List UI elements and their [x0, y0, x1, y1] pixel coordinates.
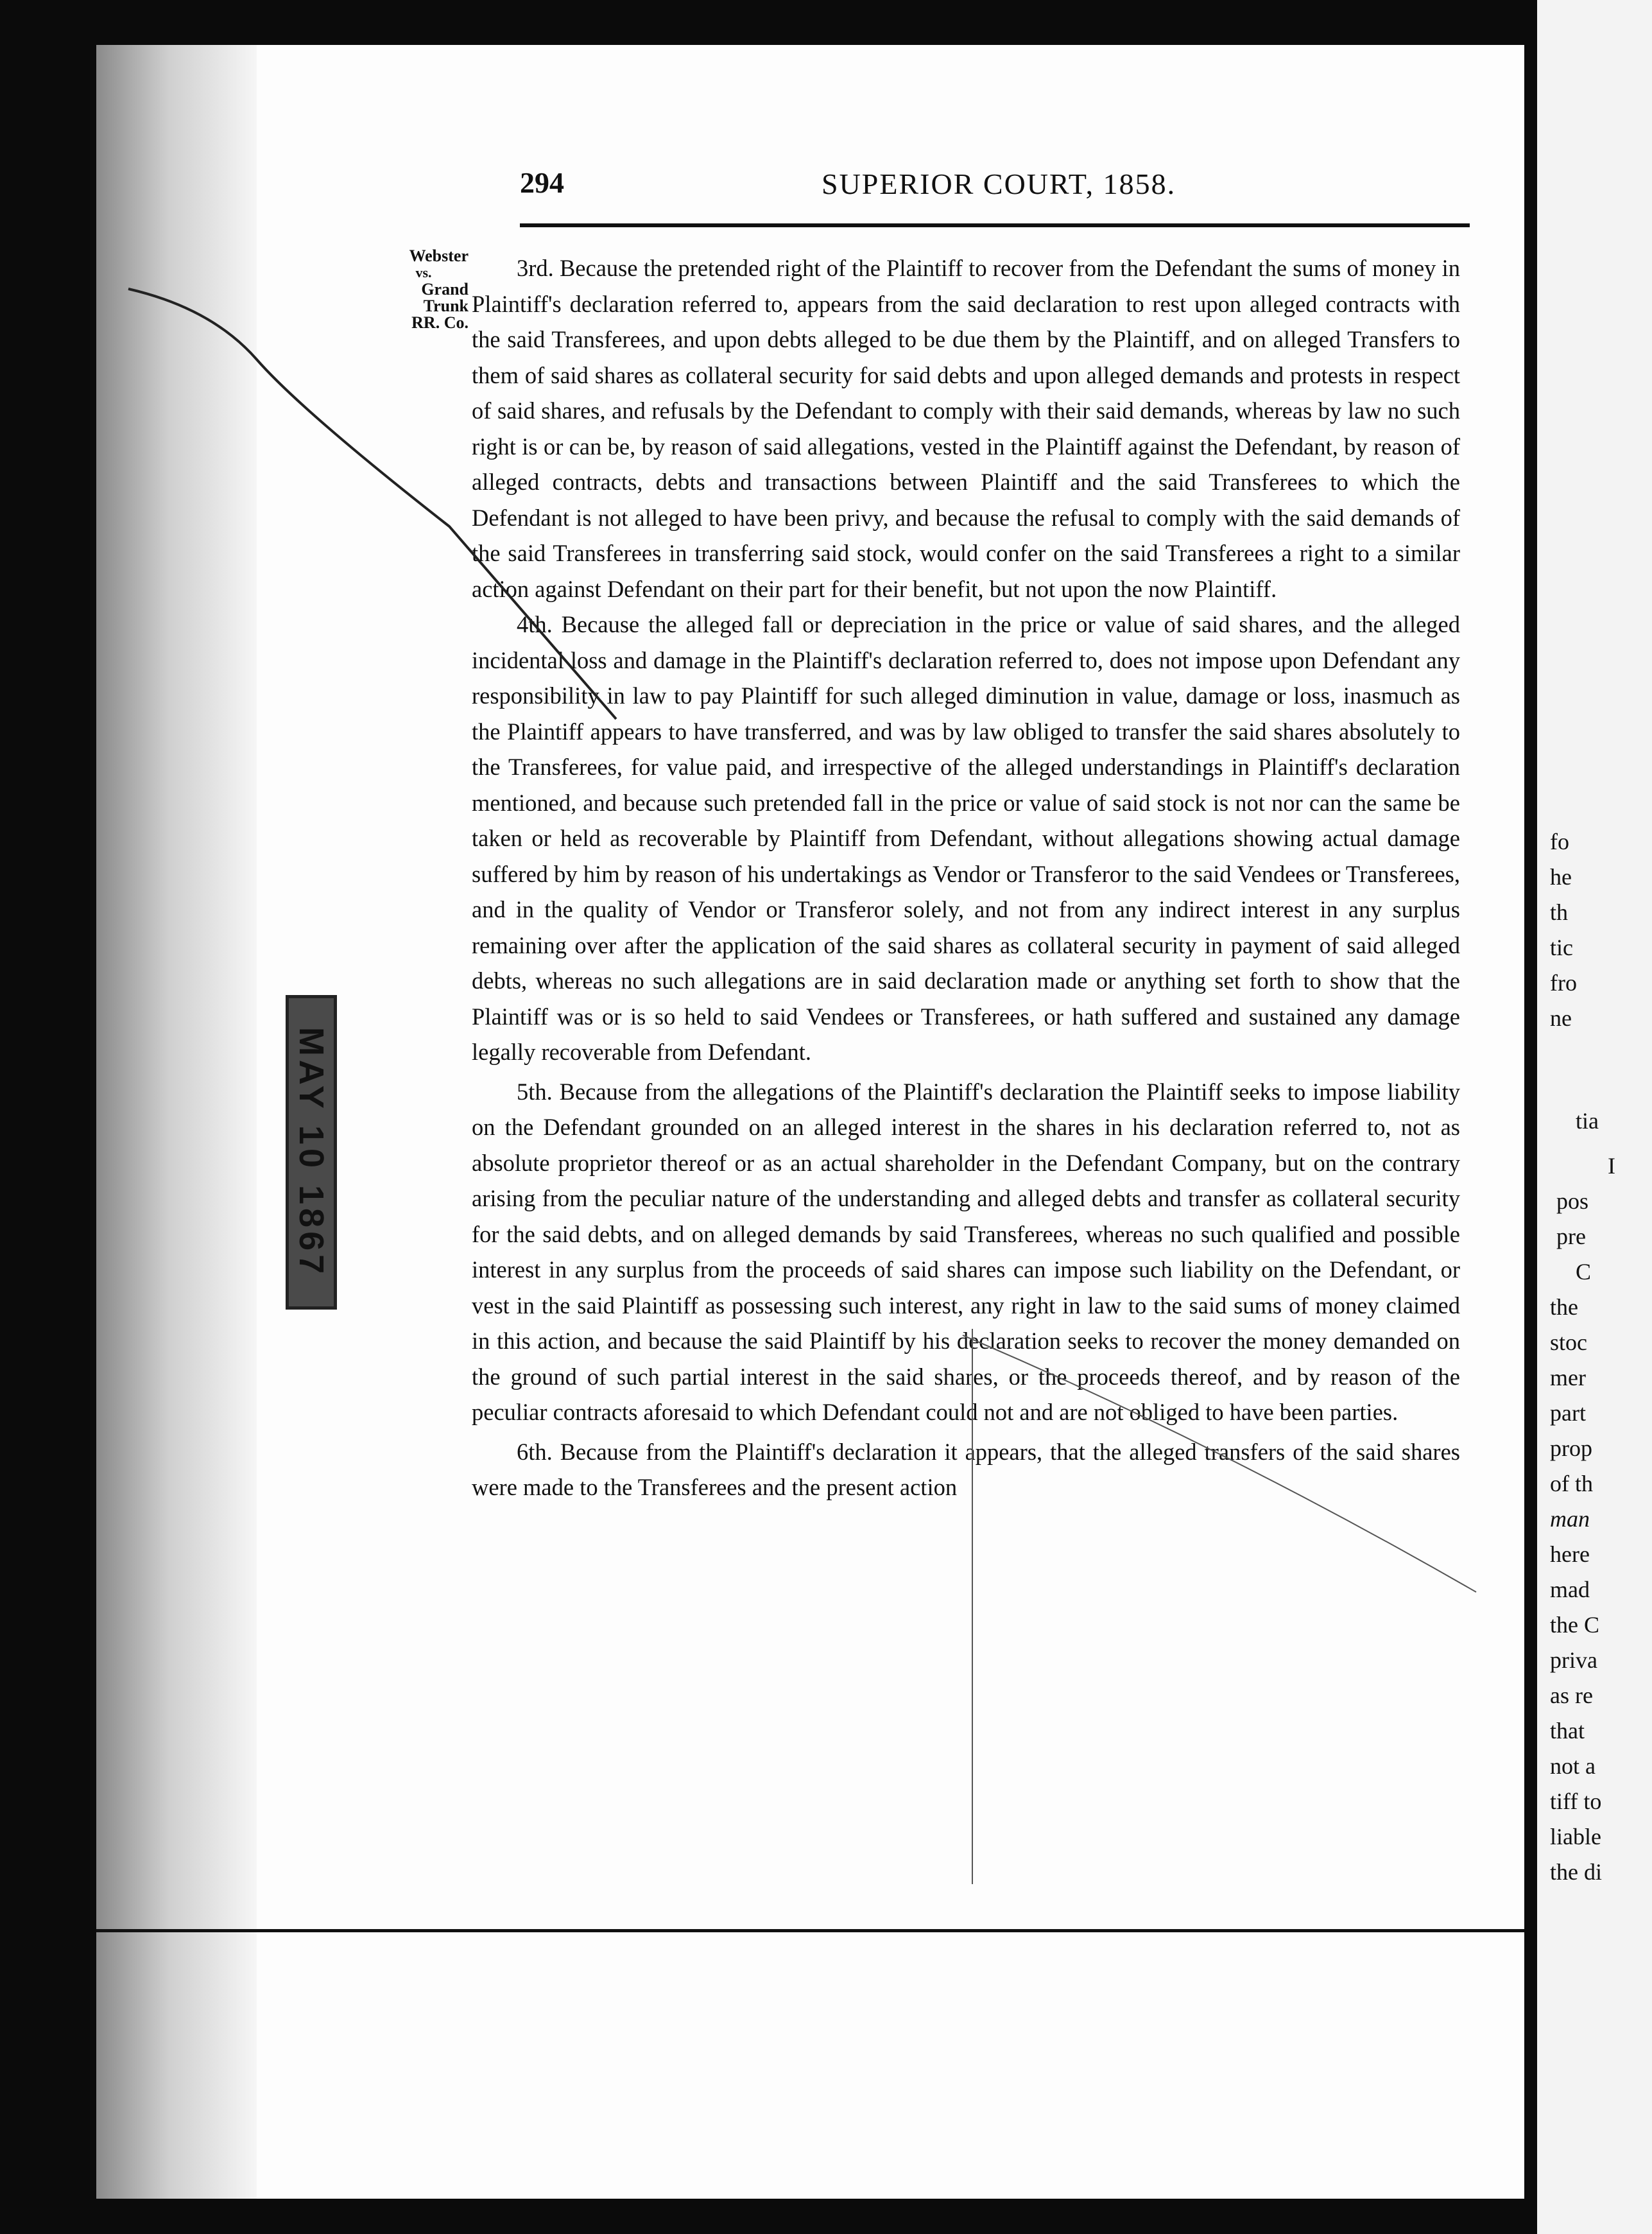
stamp-text: MAY 10 1867 — [292, 1026, 331, 1278]
running-head-line: Grand Trunk — [421, 280, 469, 315]
running-head-line: Webster — [409, 247, 469, 265]
facing-fragment: tic — [1550, 935, 1573, 960]
facing-fragment: the — [1550, 1294, 1578, 1320]
facing-fragment: as re — [1550, 1683, 1593, 1708]
paragraph-6th: 6th. Because from the Plaintiff's declaration it appears, that the alleged transfers of the said shares were made to the Transferees and the present action — [472, 1438, 1460, 1500]
running-head-line: vs. — [415, 264, 432, 281]
library-stamp — [286, 995, 337, 1310]
facing-fragment: fo — [1550, 829, 1569, 854]
page-gutter-shadow — [96, 45, 257, 2199]
running-head-line: RR. Co. — [411, 313, 469, 332]
facing-fragment: mer — [1550, 1365, 1586, 1390]
facing-fragment: C — [1576, 1259, 1592, 1285]
paragraph-4th: 4th. Because the alleged fall or depreciation in the price or value of said shares, and the alleged incidental loss and damage in the Plaintiff's declaration referred to, does not impose upon Defendant any responsibility in law to pay Plaintiff for such alleged diminution in value, damage or loss, inasmuch as the Plaintiff appears to have transferred, and was by law obliged to transfer the said shares absolutely to the Transferees, for value paid, and irrespective of the alleged understandings in Plaintiff's declaration mentioned, and because such pretended fall in the price or value of said stock is not nor can the same be taken or held as recoverable by Plaintiff from Defendant, without allegations showing actual damage suffered by him by reason of his undertakings as Vendor or Transferor to the said Vendees or Transferees, and in the quality of Vendor or Transferor solely, and not from any indirect interest in any surplus remaining over after the application of the said shares as collateral security in payment of said alleged debts, whereas no such allegations are in said declaration made or anything set forth to show that the Plaintiff was or is so held to said Vendees or Transferees, or hath suffered and sustained any damage legally recoverable from Defendant. — [472, 611, 1460, 1065]
facing-fragment: man — [1550, 1506, 1590, 1532]
facing-fragment: the C — [1550, 1612, 1599, 1638]
facing-fragment: mad — [1550, 1577, 1590, 1602]
side-running-head — [379, 248, 469, 331]
page-number: 294 — [520, 166, 564, 199]
facing-fragment: ne — [1550, 1005, 1572, 1031]
facing-fragment: tiff to — [1550, 1788, 1602, 1814]
facing-fragment: fro — [1550, 970, 1577, 996]
facing-fragment: here — [1550, 1541, 1590, 1567]
facing-fragment: he — [1550, 864, 1572, 890]
facing-fragment: I — [1608, 1153, 1615, 1179]
facing-fragment: pre — [1556, 1224, 1586, 1249]
facing-fragment: the di — [1550, 1859, 1602, 1885]
facing-fragment: not a — [1550, 1753, 1596, 1779]
facing-fragment: stoc — [1550, 1329, 1587, 1355]
header-rule — [520, 223, 1470, 227]
facing-fragment: that — [1550, 1718, 1585, 1744]
facing-page-edge — [1537, 0, 1652, 2234]
bottom-rule — [96, 1929, 1524, 1932]
facing-fragment: priva — [1550, 1647, 1597, 1673]
facing-fragment: part — [1550, 1400, 1586, 1426]
running-title: SUPERIOR COURT, 1858. — [822, 168, 1176, 200]
facing-fragment: prop — [1550, 1435, 1592, 1461]
facing-fragment: of th — [1550, 1471, 1593, 1496]
paragraph-3rd: 3rd. Because the pretended right of the Plaintiff to recover from the Defendant the sums of money in Plaintiff's declaration referred to, appears from the said declaration to rest upon alleged contracts with the said Transferees, and upon debts alleged to be due them by the Plaintiff, and on alleged Transfers to them of said shares as collateral security for said debts and upon alleged demands and protests in respect of said shares, and refusals by the Defendant to comply with their said demands, whereas by law no such right is or can be, by reason of said allegations, vested in the Plaintiff against the Defendant, by reason of alleged contracts, debts and transactions between Plaintiff and the said Transferees to which the Defendant is not alleged to have been privy, and because the refusal to comply with the said demands of the said Transferees in transferring said stock, would confer on the said Transferees a right to a similar action against Defendant on their part for their benefit, but not upon the now Plaintiff. — [472, 255, 1460, 602]
facing-fragment: pos — [1556, 1188, 1589, 1214]
body-text — [472, 250, 1460, 1505]
facing-fragment: liable — [1550, 1824, 1601, 1849]
facing-fragment: tia — [1576, 1108, 1599, 1134]
facing-fragment: th — [1550, 899, 1569, 925]
page-header — [520, 166, 1483, 217]
paragraph-5th: 5th. Because from the allegations of the Plaintiff's declaration the Plaintiff seeks to impose liability on the Defendant grounded on an alleged interest in the shares in his declaration referred to, not as absolute proprietor thereof or as an actual shareholder in the Defendant Company, but on the contrary arising from the peculiar nature of the understanding and alleged debts and transfer as collateral security for the said debts, and on alleged demands by said Transferees, whereas no such qualified and possible interest in any surplus from the proceeds of said shares can impose such liability on the Defendant, or vest in the said Plaintiff as possessing such interest, any right in law to the said sums of money claimed in this action, and because the said Plaintiff by his declaration seeks to recover the money demanded on the ground of such partial interest in the said shares, or the proceeds thereof, and by reason of the peculiar contracts aforesaid to which Defendant could not and are not obliged to have been parties. — [472, 1078, 1460, 1425]
